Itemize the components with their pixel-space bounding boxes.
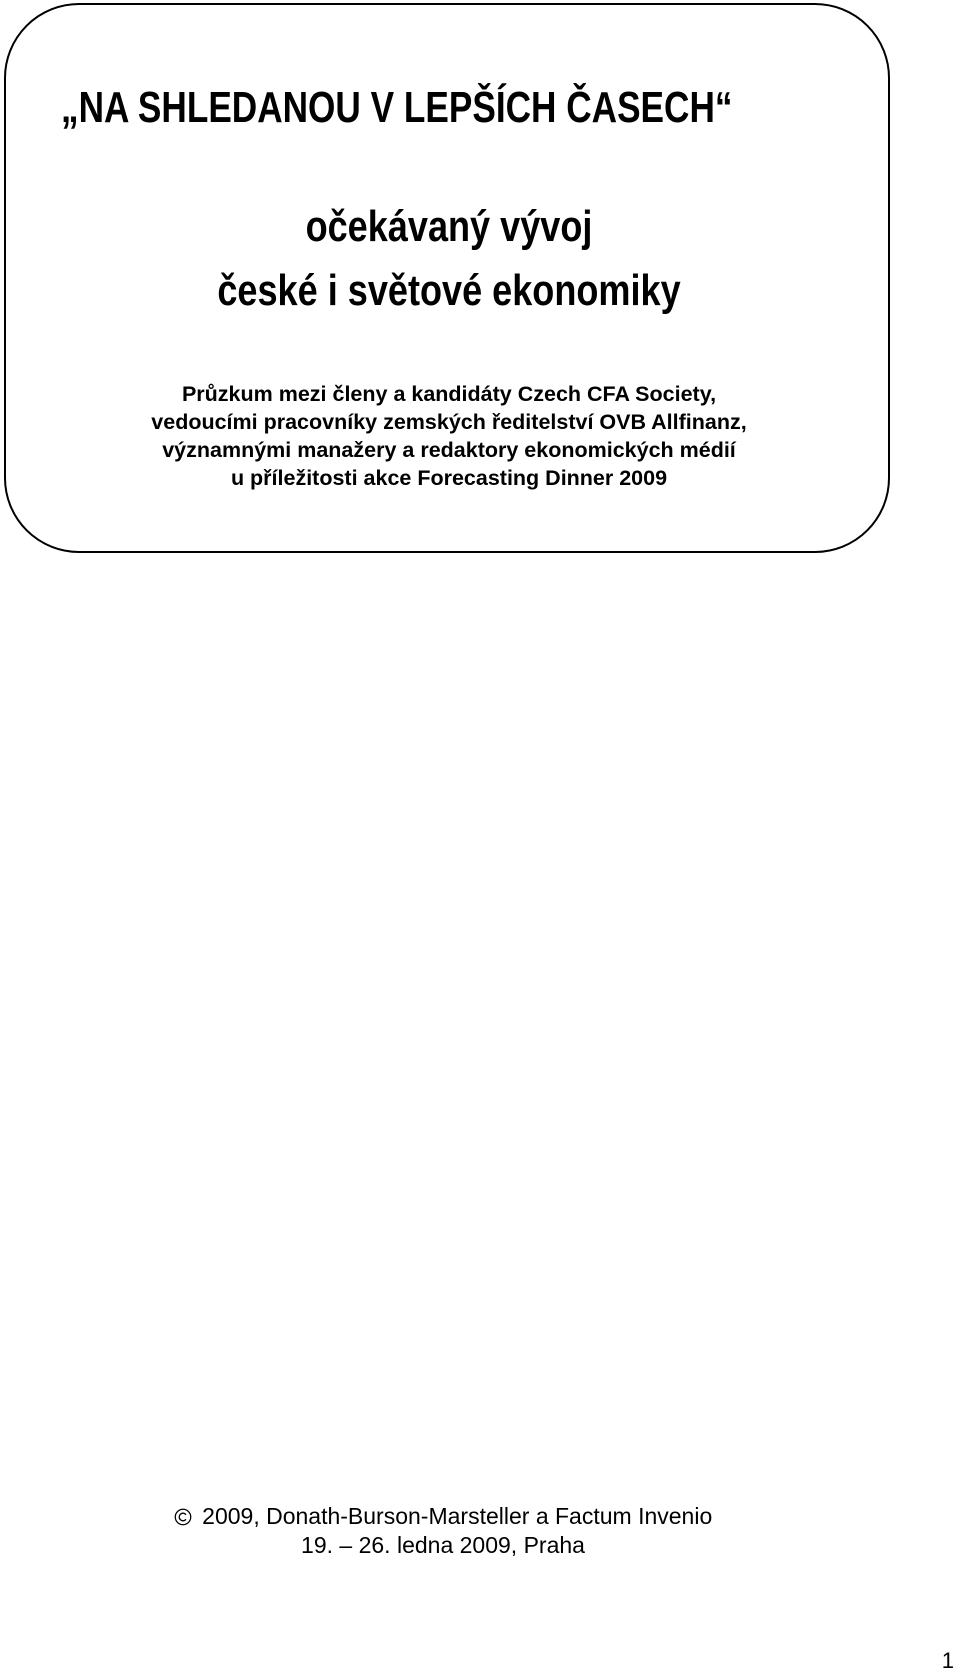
survey-line: Průzkum mezi členy a kandidáty Czech CFA Society, <box>181 382 717 406</box>
copyright-icon <box>174 1508 192 1526</box>
main-title: „NA SHLEDANOU V LEPŠÍCH ČASECH“ <box>61 83 733 132</box>
subtitle-line: české i světové ekonomiky <box>217 266 681 315</box>
title-box <box>4 3 890 553</box>
date-line: 19. – 26. ledna 2009, Praha <box>301 1532 585 1558</box>
subtitle <box>6 195 892 323</box>
copyright-line <box>0 1502 886 1531</box>
survey-description <box>6 380 892 492</box>
page-number: 1 <box>941 1648 954 1673</box>
footer <box>0 1502 886 1560</box>
survey-line: vedoucími pracovníky zemských ředitelství OVB Allfinanz, <box>151 410 747 434</box>
survey-line: u příležitosti akce Forecasting Dinner 2009 <box>230 466 668 490</box>
survey-line: významnými manažery a redaktory ekonomických médií <box>162 438 736 462</box>
subtitle-line: očekávaný vývoj <box>305 202 593 251</box>
copyright-text: 2009, Donath-Burson-Marsteller a Factum Invenio <box>195 1503 713 1529</box>
